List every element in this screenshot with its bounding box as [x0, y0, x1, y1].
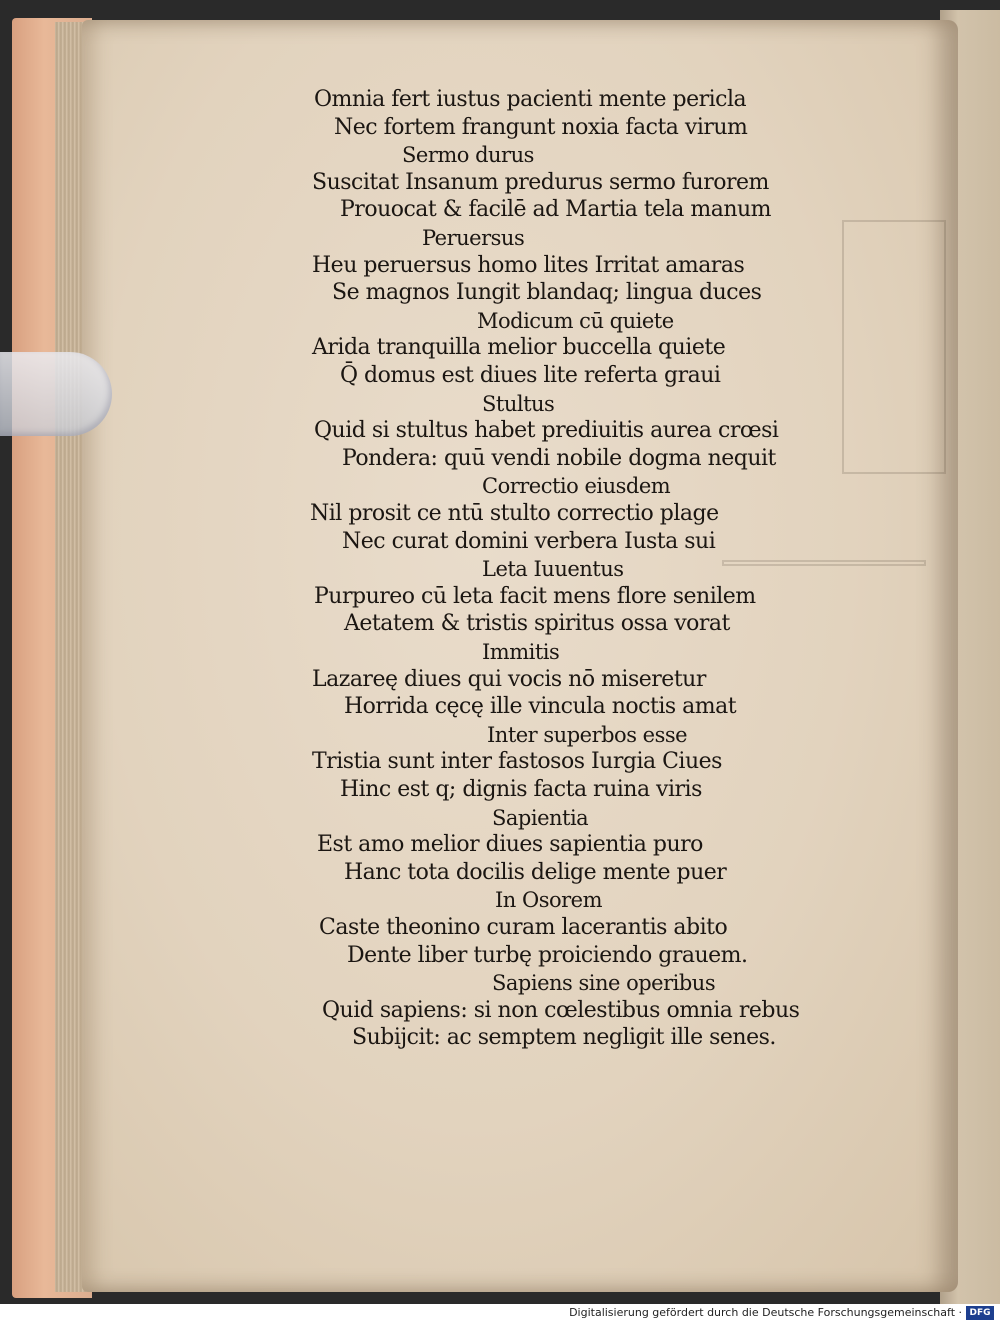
verse-line: Est amo melior diues sapientia puro [317, 832, 703, 858]
verse-line: Nil prosit ce ntū stulto correctio plage [310, 501, 719, 526]
book-page [82, 20, 958, 1292]
verse-heading: Peruersus [422, 226, 525, 250]
verse-text [82, 20, 958, 1292]
verse-line: Lazareę diues qui vocis nō miseretur [312, 666, 706, 692]
verse-heading: Sapiens sine operibus [492, 971, 716, 996]
verse-heading: Stultus [482, 391, 555, 416]
verse-line: Arida tranquilla melior buccella quiete [312, 335, 726, 361]
verse-line: Q̄ domus est diues lite referta graui [340, 363, 721, 388]
verse-line: Caste theonino curam lacerantis abito [319, 915, 728, 940]
page-clip [0, 352, 112, 436]
verse-line: Quid si stultus habet prediuitis aurea crœsi [314, 418, 779, 444]
verse-heading: Sermo durus [402, 143, 534, 168]
verse-line: Hanc tota docilis delige mente puer [344, 859, 727, 885]
dfg-logo: DFG [966, 1306, 994, 1320]
verse-heading: In Osorem [495, 888, 603, 913]
verse-heading: Sapientia [492, 805, 589, 830]
verse-heading: Immitis [482, 640, 560, 664]
verse-line: Dente liber turbę proiciendo grauem. [347, 942, 748, 968]
verse-line: Heu peruersus homo lites Irritat amaras [312, 252, 745, 278]
verse-line: Suscitat Insanum predurus sermo furorem [312, 169, 769, 195]
footer-bar [0, 1304, 1000, 1323]
verse-line: Aetatem & tristis spiritus ossa vorat [344, 611, 730, 637]
verse-heading: Leta Iuuentus [482, 557, 624, 582]
verse-line: Pondera: quū vendi nobile dogma nequit [342, 445, 776, 471]
verse-line: Nec curat domini verbera Iusta sui [342, 528, 716, 554]
verse-line: Tristia sunt inter fastosos Iurgia Ciues [312, 749, 722, 775]
verse-line: Purpureo cū leta facit mens flore senilem [314, 583, 756, 609]
verse-line: Prouocat & facilē ad Martia tela manum [340, 197, 772, 223]
verse-line: Hinc est q; dignis facta ruina viris [340, 777, 702, 802]
verse-line: Omnia fert iustus pacienti mente pericla [314, 87, 747, 112]
verse-line: Horrida cęcę ille vincula noctis amat [344, 694, 737, 720]
verse-line: Se magnos Iungit blandaq; lingua duces [332, 280, 762, 306]
verse-heading: Modicum cū quiete [477, 308, 674, 333]
verse-heading: Inter superbos esse [487, 722, 688, 747]
verse-heading: Correctio eiusdem [482, 474, 671, 499]
verse-line: Subijcit: ac semptem negligit ille senes. [352, 1025, 776, 1051]
verse-line: Quid sapiens: si non cœlestibus omnia rebus [322, 997, 800, 1023]
digitization-credit: Digitalisierung gefördert durch die Deutsche Forschungsgemeinschaft · [569, 1306, 962, 1319]
verse-line: Nec fortem frangunt noxia facta virum [334, 114, 748, 140]
